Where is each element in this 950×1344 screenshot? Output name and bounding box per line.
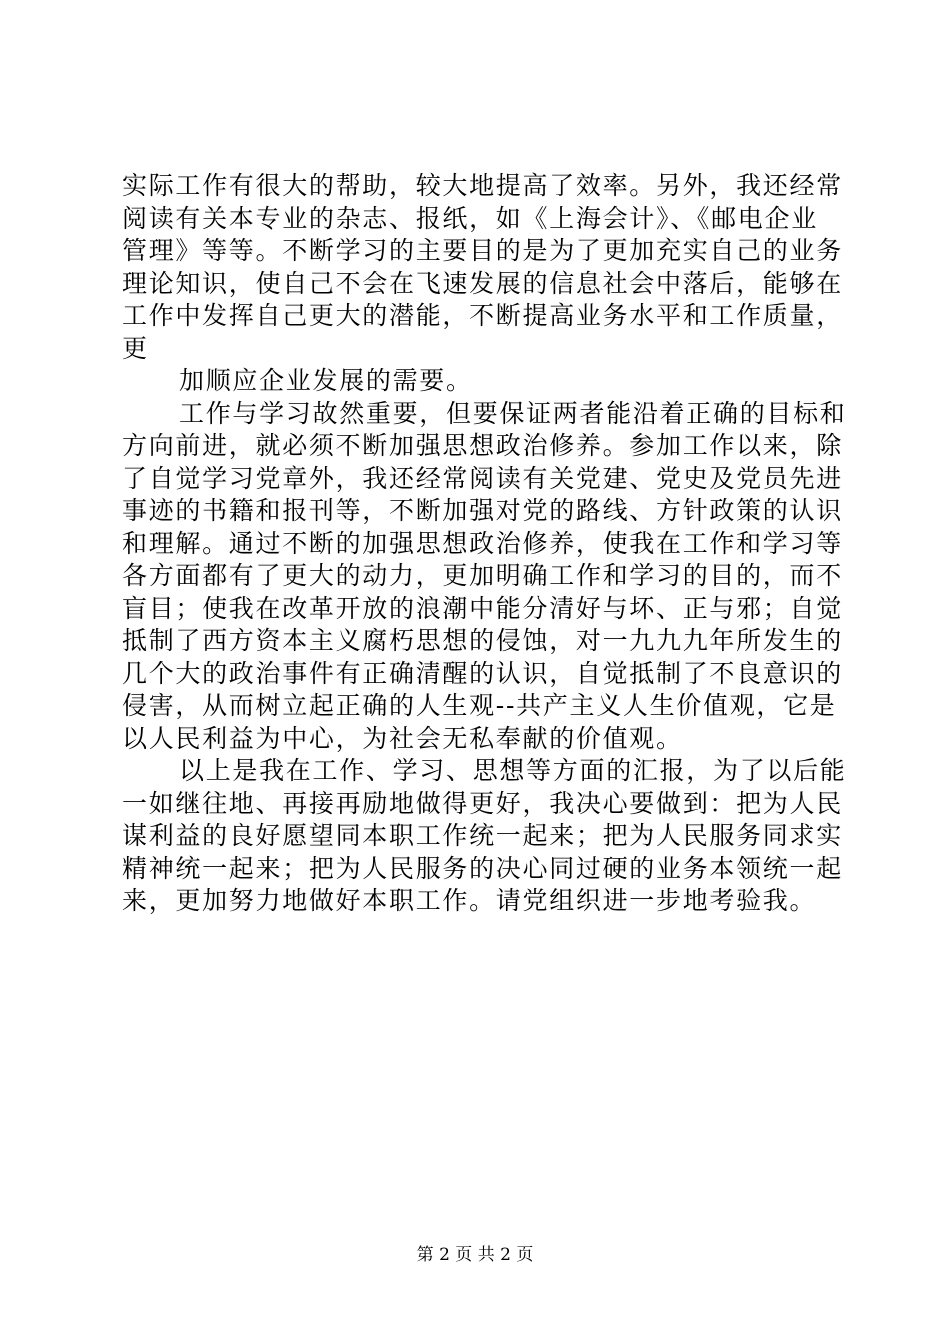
page-footer (0, 1244, 950, 1266)
text-line: 谋利益的良好愿望同本职工作统一起来；把为人民服务同求实 (122, 821, 843, 850)
text-line: 来，更加努力地做好本职工作。请党组织进一步地考验我。 (122, 886, 817, 915)
text-line: 理论知识，使自己不会在飞速发展的信息社会中落后，能够在 (122, 268, 843, 298)
text-line: 阅读有关本专业的杂志、报纸，如《上海会计》、《邮电企业 (122, 203, 818, 233)
page-number: 第 2 页 共 2 页 (416, 1245, 534, 1265)
text-line: 侵害，从而树立起正确的人生观--共产主义人生价值观，它是 (122, 691, 837, 720)
text-line: 加顺应企业发展的需要。 (179, 366, 473, 395)
text-line: 了自觉学习党章外，我还经常阅读有关党建、党史及党员先进 (122, 463, 843, 493)
paragraph-start-line: 工作与学习故然重要，但要保证两者能沿着正确的目标和 (179, 398, 847, 428)
text-line: 盲目；使我在改革开放的浪潮中能分清好与坏、正与邪；自觉 (122, 593, 843, 623)
text-line: 各方面都有了更大的动力，更加明确工作和学习的目的，而不 (122, 561, 843, 590)
text-line: 事迹的书籍和报刊等，不断加强对党的路线、方针政策的认识 (122, 496, 843, 525)
text-line: 一如继往地、再接再励地做得更好，我决心要做到：把为人民 (122, 788, 843, 818)
text-line: 以人民利益为中心，为社会无私奉献的价值观。 (122, 723, 683, 753)
paragraph-start-line: 以上是我在工作、学习、思想等方面的汇报，为了以后能 (179, 756, 847, 785)
text-line: 管理》等等。不断学习的主要目的是为了更加充实自己的业务 (122, 236, 843, 265)
text-line: 方向前进，就必须不断加强思想政治修养。参加工作以来，除 (122, 431, 843, 460)
text-line: 实际工作有很大的帮助，较大地提高了效率。另外，我还经常 (122, 171, 843, 200)
text-line: 工作中发挥自己更大的潜能，不断提高业务水平和工作质量， (122, 301, 843, 330)
text-line: 几个大的政治事件有正确清醒的认识，自觉抵制了不良意识的 (122, 658, 843, 688)
text-line: 精神统一起来；把为人民服务的决心同过硬的业务本领统一起 (122, 853, 843, 883)
text-line: 更 (122, 333, 149, 363)
text-line: 和理解。通过不断的加强思想政治修养，使我在工作和学习等 (122, 528, 843, 558)
document-body (122, 170, 847, 918)
text-line: 抵制了西方资本主义腐朽思想的侵蚀，对一九九九年所发生的 (122, 626, 843, 655)
